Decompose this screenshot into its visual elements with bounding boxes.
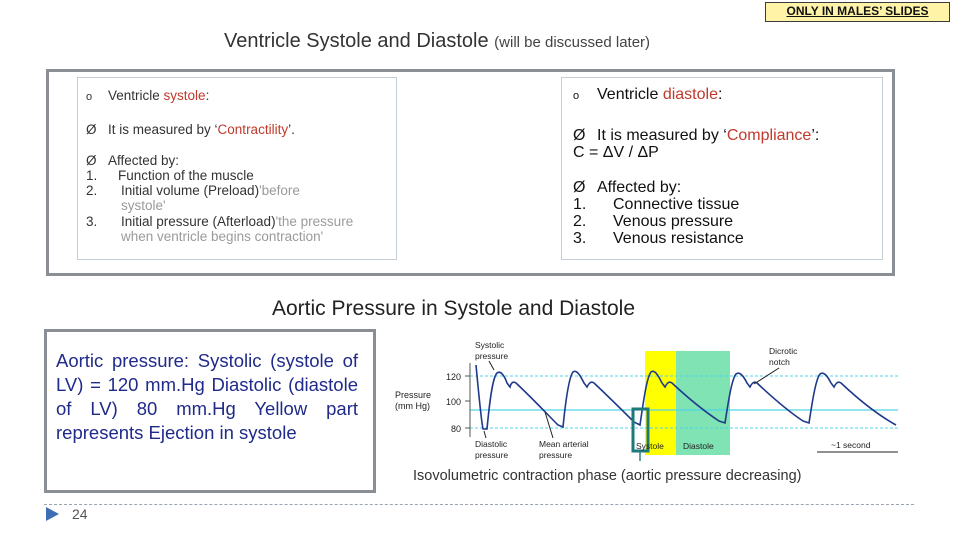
compliance-formula: C = ΔV / ΔP bbox=[573, 144, 659, 161]
svg-text:pressure: pressure bbox=[539, 450, 573, 460]
arrow-bullet-icon: Ø bbox=[573, 127, 586, 144]
one-second-label: ~1 second bbox=[831, 440, 871, 450]
diastole-label: Diastole bbox=[683, 441, 714, 451]
circle-bullet-icon: o bbox=[86, 91, 93, 103]
arrow-bullet-icon: Ø bbox=[573, 179, 586, 196]
diastole-affected: Ø Affected by: bbox=[573, 179, 682, 196]
aortic-pressure-text: Aortic pressure: Systolic (systole of LV) = 120 mm.Hg Diastolic (diastole of LV) 80 mm.Hg Yellow part represents Ejection in systole bbox=[56, 350, 358, 443]
title-sub: (will be discussed later) bbox=[494, 34, 651, 51]
footer-divider bbox=[44, 504, 914, 505]
title-main: Ventricle Systole and Diastole bbox=[224, 30, 489, 52]
diastole-band bbox=[676, 351, 730, 455]
diastole-item-3: 3. Venous resistance bbox=[573, 230, 744, 247]
systole-item-3: 3. Initial pressure (Afterload)'the pressure when ventricle begins contraction' bbox=[86, 214, 354, 244]
tick-80: 80 bbox=[450, 424, 461, 434]
diastole-item-1: 1. Connective tissue bbox=[573, 196, 740, 213]
figure-caption: Isovolumetric contraction phase (aortic pressure decreasing) bbox=[413, 468, 802, 484]
pressure-axis-unit: (mm Hg) bbox=[395, 401, 430, 411]
systole-band bbox=[645, 351, 676, 455]
section-title: Aortic Pressure in Systole and Diastole bbox=[272, 297, 635, 320]
systole-measured: Ø It is measured by ‘Contractility’. bbox=[86, 122, 295, 137]
circle-bullet-icon: o bbox=[573, 90, 580, 102]
mean-arterial-pressure-label: Mean arterial bbox=[539, 439, 589, 449]
systole-affected: Ø Affected by: bbox=[86, 153, 180, 168]
arrow-bullet-icon: Ø bbox=[86, 153, 97, 168]
slide-title bbox=[224, 30, 650, 53]
males-only-badge: ONLY IN MALES’ SLIDES bbox=[765, 2, 950, 22]
svg-text:notch: notch bbox=[769, 357, 790, 367]
systole-label: Systole bbox=[636, 441, 664, 451]
slide-arrow-icon bbox=[46, 507, 59, 521]
systole-item-1: 1. Function of the muscle bbox=[86, 168, 254, 183]
pressure-axis-label: Pressure bbox=[395, 390, 432, 400]
arrow-bullet-icon: Ø bbox=[86, 122, 97, 137]
aortic-pressure-figure bbox=[393, 337, 903, 467]
tick-100: 100 bbox=[445, 397, 461, 407]
diastole-item-2: 2. Venous pressure bbox=[573, 213, 734, 230]
diastolic-pressure-label: Diastolic bbox=[475, 439, 508, 449]
systolic-pressure-label: Systolic bbox=[475, 340, 505, 350]
page-number: 24 bbox=[72, 506, 88, 522]
svg-text:pressure: pressure bbox=[475, 450, 509, 460]
systole-heading: o Ventricle systole: bbox=[86, 88, 210, 103]
systole-item-2: 2. Initial volume (Preload)'before systole' bbox=[86, 183, 300, 213]
diastole-measured: Ø It is measured by ‘Compliance’: bbox=[573, 127, 820, 144]
dicrotic-notch-label: Dicrotic bbox=[769, 346, 798, 356]
tick-120: 120 bbox=[445, 372, 461, 382]
diastole-heading: o Ventricle diastole: bbox=[573, 86, 723, 103]
svg-text:pressure: pressure bbox=[475, 351, 509, 361]
